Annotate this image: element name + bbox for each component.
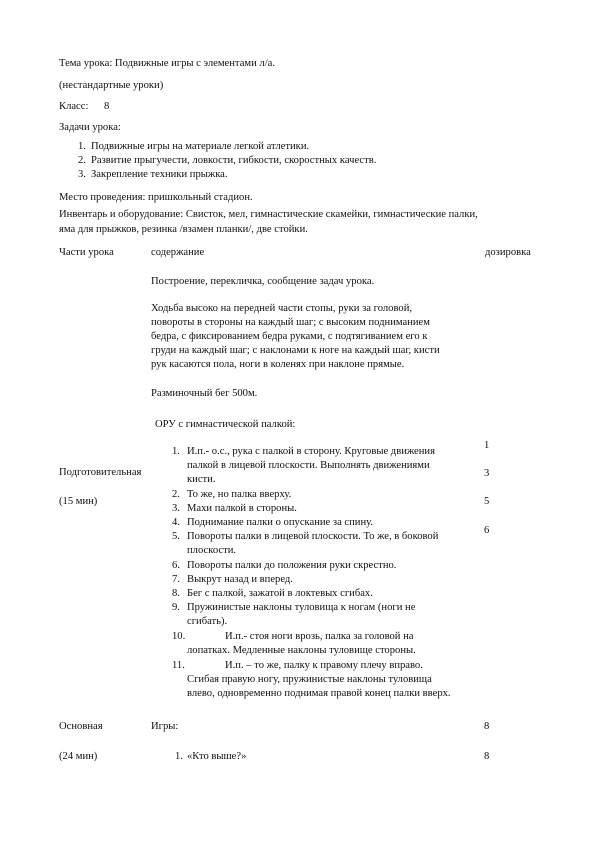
column-header-dosage: дозировка (485, 247, 531, 258)
intro-paragraph: Построение, перекличка, сообщение задач урока. (151, 276, 375, 287)
oru-heading: ОРУ с гимнастической палкой: (155, 419, 296, 430)
games-label: Игры: (151, 721, 179, 732)
exercise-number: 1. (172, 446, 180, 457)
exercise-number: 7. (172, 574, 180, 585)
exercise-text-line: Пружинистые наклоны туловища к ногам (ноги не (187, 602, 416, 613)
exercise-number: 9. (172, 602, 180, 613)
exercise-number: 11. (172, 660, 185, 671)
tasks-label: Задачи урока: (59, 122, 121, 133)
dosage-value: 8 (484, 721, 490, 732)
equipment-line: Инвентарь и оборудование: Свисток, мел, гимнастические скамейки, гимнастические палки, (59, 209, 478, 220)
lesson-topic: Тема урока: Подвижные игры с элементами л/а. (59, 58, 275, 69)
exercise-number: 4. (172, 517, 180, 528)
class-label: Класс: (59, 101, 89, 112)
exercise-text-line: Поднимание палки о опускание за спину. (187, 517, 374, 528)
column-header-part: Части урока (59, 247, 114, 258)
exercise-text-line: кисти. (187, 474, 216, 485)
prep-part-name: Подготовительная (59, 467, 142, 478)
task-number: 1. (78, 141, 86, 152)
game-number: 1. (175, 751, 183, 762)
walking-line: Ходьба высоко на передней части стопы, руки за головой, (151, 303, 413, 314)
walking-line: повороты в стороны на каждый шаг; с высоким подниманием (151, 317, 430, 328)
exercise-text-line: И.п.- о.с., рука с палкой в сторону. Круговые движения (187, 446, 435, 457)
task-text: Закрепление техники прыжка. (91, 169, 228, 180)
exercise-number: 5. (172, 531, 180, 542)
dosage-value: 6 (484, 525, 490, 536)
game-name: «Кто выше?» (187, 751, 247, 762)
dosage-value: 5 (484, 496, 490, 507)
task-text: Развитие прыгучести, ловкости, гибкости, скоростных качеств. (91, 155, 377, 166)
exercise-text-line: Махи палкой в стороны. (187, 503, 297, 514)
warmup-run: Разминочный бег 500м. (151, 388, 258, 399)
main-part-duration: (24 мин) (59, 751, 98, 762)
exercise-number: 3. (172, 503, 180, 514)
exercise-text-line: Сгибая правую ногу, пружинистые наклоны туловища (187, 674, 432, 685)
exercise-text-line: И.п. – то же, палку к правому плечу вправо. (225, 660, 423, 671)
task-number: 2. (78, 155, 86, 166)
walking-line: рук касаются пола, ноги в коленях при наклоне прямые. (151, 359, 405, 370)
main-part-name: Основная (59, 721, 103, 732)
exercise-text-line: И.п.- стоя ноги врозь, палка за головой на (225, 631, 414, 642)
exercise-text-line: сгибать). (187, 616, 228, 627)
lesson-type: (нестандартные уроки) (59, 80, 164, 91)
exercise-text-line: палкой в лицевой плоскости. Выполнять движениями (187, 460, 430, 471)
exercise-text-line: влево, одновременно поднимая правой конец палки вверх. (187, 688, 451, 699)
walking-line: груди на каждый шаг; с наклонами к ноге на каждый шаг, кисти (151, 345, 440, 356)
prep-part-duration: (15 мин) (59, 496, 98, 507)
dosage-value: 1 (484, 440, 490, 451)
exercise-number: 2. (172, 489, 180, 500)
equipment-line: яма для прыжков, резинка /взамен планки/, две стойки. (59, 224, 308, 235)
column-header-content: содержание (151, 247, 205, 258)
dosage-value: 3 (484, 468, 490, 479)
exercise-text-line: Выкрут назад и вперед. (187, 574, 293, 585)
exercise-number: 6. (172, 560, 180, 571)
walking-line: бедра, с фиксированием бедра руками, с подтягиванием его к (151, 331, 428, 342)
exercise-text-line: Повороты палки в лицевой плоскости. То же, в боковой (187, 531, 439, 542)
exercise-text-line: Бег с палкой, зажатой в локтевых сгибах. (187, 588, 373, 599)
task-text: Подвижные игры на материале легкой атлетики. (91, 141, 310, 152)
exercise-text-line: То же, но палка вверху. (187, 489, 292, 500)
lesson-place: Место проведения: пришкольный стадион. (59, 192, 253, 203)
exercise-text-line: плоскости. (187, 545, 237, 556)
task-number: 3. (78, 169, 86, 180)
exercise-text-line: лопатках. Медленные наклоны туловище стороны. (187, 645, 416, 656)
exercise-text-line: Повороты палки до положения руки скрестно. (187, 560, 397, 571)
dosage-value: 8 (484, 751, 490, 762)
exercise-number: 8. (172, 588, 180, 599)
exercise-number: 10. (172, 631, 186, 642)
class-value: 8 (104, 101, 110, 112)
